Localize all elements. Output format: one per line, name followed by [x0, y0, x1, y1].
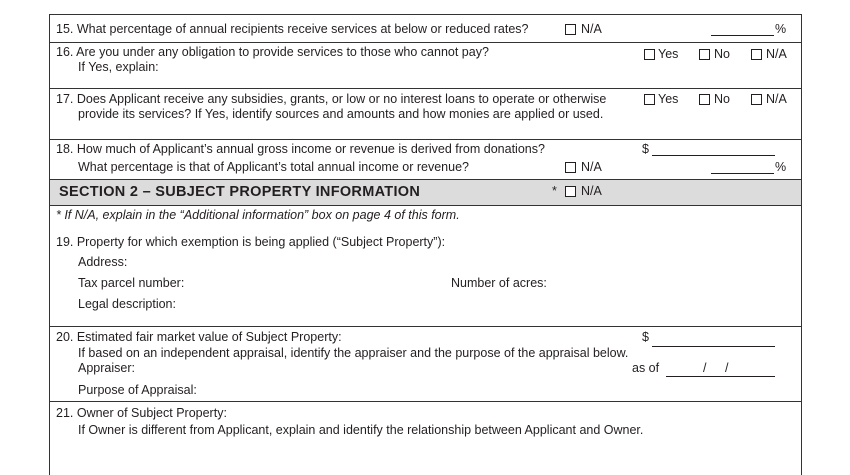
- q18-percent-sign: %: [775, 160, 787, 174]
- q20-date-slash-1: /: [703, 361, 707, 375]
- q19-address-label: Address:: [78, 255, 128, 269]
- exemption-application-form: [49, 14, 802, 475]
- section-2-title: SECTION 2 – SUBJECT PROPERTY INFORMATION: [59, 184, 421, 200]
- section-2-na-checkbox[interactable]: [565, 186, 576, 197]
- q17-yes-label: Yes: [658, 92, 679, 106]
- divider: [50, 42, 801, 43]
- divider: [50, 88, 801, 89]
- q19-legal-label: Legal description:: [78, 297, 176, 311]
- q15-percent-sign: %: [775, 22, 787, 36]
- q16-no-label: No: [714, 47, 730, 61]
- q17-na-checkbox[interactable]: [751, 94, 762, 105]
- section-2-note: * If N/A, explain in the “Additional information” box on page 4 of this form.: [56, 208, 460, 222]
- q20-date-field[interactable]: [666, 376, 775, 377]
- section-2-na-label: N/A: [581, 184, 602, 198]
- q16-yes-label: Yes: [658, 47, 679, 61]
- q17-no-label: No: [714, 92, 730, 106]
- q17-question: 17. Does Applicant receive any subsidies, grants, or low or no interest loans to operate or otherwise: [56, 92, 607, 106]
- q20-date-slash-2: /: [725, 361, 729, 375]
- q20-purpose-label: Purpose of Appraisal:: [78, 383, 197, 397]
- q20-appraiser-label: Appraiser:: [78, 361, 135, 375]
- q15-na-checkbox[interactable]: [565, 24, 576, 35]
- q20-question: 20. Estimated fair market value of Subject Property:: [56, 330, 342, 344]
- q16-explain-label: If Yes, explain:: [78, 60, 159, 74]
- q15-percent-field[interactable]: [711, 35, 774, 36]
- q18-percentage-question: What percentage is that of Applicant’s total annual income or revenue?: [78, 160, 469, 174]
- section-2-asterisk: *: [552, 184, 557, 198]
- q18-na-checkbox[interactable]: [565, 162, 576, 173]
- section-2-header: [50, 179, 801, 206]
- q20-as-of-label: as of: [632, 361, 660, 375]
- q17-na-label: N/A: [766, 92, 787, 106]
- q18-donation-amount-field[interactable]: [652, 155, 775, 156]
- q17-question-cont: provide its services? If Yes, identify sources and amounts and how monies are applied or used.: [78, 107, 604, 121]
- divider: [50, 326, 801, 327]
- q20-appraisal-instructions: If based on an independent appraisal, identify the appraiser and the purpose of the appraisal below.: [78, 346, 629, 360]
- q20-value-field[interactable]: [652, 346, 775, 347]
- q17-yes-checkbox[interactable]: [644, 94, 655, 105]
- q18-na-label: N/A: [581, 160, 602, 174]
- q21-question: 21. Owner of Subject Property:: [56, 406, 227, 420]
- divider: [50, 139, 801, 140]
- q15-text: 15. What percentage of annual recipients receive services at below or reduced rates?: [56, 22, 529, 36]
- q20-dollar-sign: $: [642, 330, 649, 344]
- q16-na-label: N/A: [766, 47, 787, 61]
- q19-question: 19. Property for which exemption is being applied (“Subject Property”):: [56, 235, 446, 249]
- q18-dollar-sign: $: [642, 142, 649, 156]
- divider: [50, 401, 801, 402]
- q19-acres-label: Number of acres:: [451, 276, 547, 290]
- q18-percent-field[interactable]: [711, 173, 774, 174]
- q16-na-checkbox[interactable]: [751, 49, 762, 60]
- q17-no-checkbox[interactable]: [699, 94, 710, 105]
- q16-yes-checkbox[interactable]: [644, 49, 655, 60]
- q21-relationship-instructions: If Owner is different from Applicant, explain and identify the relationship between Applicant and Owner.: [78, 423, 644, 437]
- q19-parcel-label: Tax parcel number:: [78, 276, 185, 290]
- q18-question: 18. How much of Applicant’s annual gross income or revenue is derived from donations?: [56, 142, 545, 156]
- q15-na-label: N/A: [581, 22, 602, 36]
- q16-no-checkbox[interactable]: [699, 49, 710, 60]
- q16-question: 16. Are you under any obligation to provide services to those who cannot pay?: [56, 45, 489, 59]
